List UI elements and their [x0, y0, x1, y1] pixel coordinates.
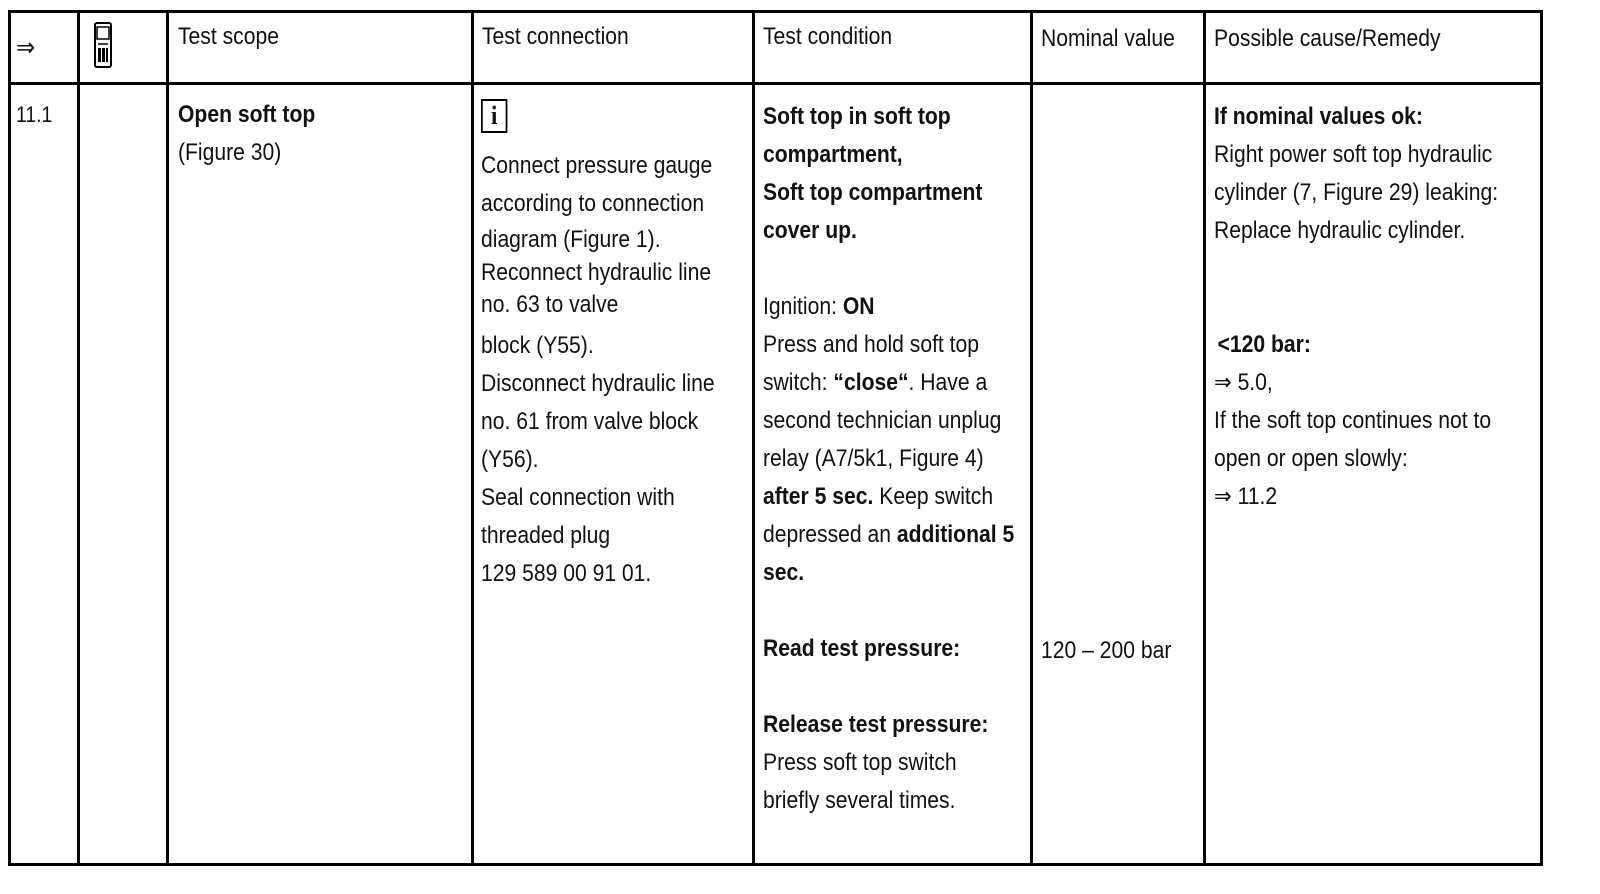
condition-line: second technician unplug — [763, 407, 1002, 434]
scope-title: Open soft top — [178, 101, 316, 128]
nominal-value: 120 – 200 bar — [1041, 637, 1172, 664]
condition-line: cover up. — [763, 217, 857, 244]
connection-line: Disconnect hydraulic line — [481, 370, 715, 397]
col-divider-4 — [752, 10, 755, 866]
cause-line: If nominal values ok: — [1214, 103, 1423, 130]
header-test-connection: Test connection — [482, 23, 629, 50]
header-test-condition: Test condition — [763, 23, 893, 50]
cause-line: ⇒ 5.0, — [1214, 369, 1273, 396]
ignition-line: Ignition: ON — [763, 293, 875, 320]
connection-line: 129 589 00 91 01. — [481, 560, 652, 587]
test-condition-cell — [763, 98, 1014, 820]
test-connection-cell — [481, 98, 715, 593]
left-border — [8, 10, 11, 866]
scope-figure-ref: (Figure 30) — [178, 139, 282, 166]
cause-line: Right power soft top hydraulic — [1214, 141, 1493, 168]
info-icon: i — [481, 99, 507, 133]
cause-line: Replace hydraulic cylinder. — [1214, 217, 1466, 244]
test-scope-cell — [178, 96, 315, 172]
connection-line: (Y56). — [481, 446, 539, 473]
header-nominal-value: Nominal value — [1041, 25, 1175, 52]
cause-line: If the soft top continues not to — [1214, 407, 1492, 434]
read-pressure-label: Read test pressure: — [763, 635, 961, 662]
release-pressure-label: Release test pressure: — [763, 711, 989, 738]
right-border — [1540, 10, 1543, 866]
connection-line: threaded plug — [481, 522, 611, 549]
condition-line: switch: “close“. Have a — [763, 369, 988, 396]
col-divider-2 — [166, 10, 169, 866]
header-arrow: ⇒ — [16, 32, 36, 62]
connection-line: Connect pressure gauge — [481, 152, 713, 179]
col-divider-3 — [471, 10, 474, 866]
condition-line: Press and hold soft top — [763, 331, 980, 358]
top-border — [8, 10, 1543, 13]
bottom-border — [8, 863, 1543, 866]
step-number: 11.1 — [16, 102, 53, 127]
col-divider-5 — [1030, 10, 1033, 866]
cause-line: cylinder (7, Figure 29) leaking: — [1214, 179, 1499, 206]
col-divider-1 — [77, 10, 80, 866]
connection-line: no. 63 to valve — [481, 291, 619, 318]
condition-line: Soft top compartment — [763, 179, 983, 206]
cause-line: ⇒ 11.2 — [1214, 483, 1278, 510]
connection-line: block (Y55). — [481, 332, 594, 359]
header-divider — [8, 82, 1543, 85]
condition-line: relay (A7/5k1, Figure 4) — [763, 445, 984, 472]
connection-line: Seal connection with — [481, 484, 675, 511]
connection-line: Reconnect hydraulic line — [481, 259, 712, 286]
condition-line: Soft top in soft top — [763, 103, 951, 130]
condition-line: sec. — [763, 559, 805, 586]
connection-line: according to connection — [481, 190, 705, 217]
condition-line: after 5 sec. Keep switch — [763, 483, 994, 510]
connection-line: no. 61 from valve block — [481, 408, 699, 435]
condition-line: compartment, — [763, 141, 903, 168]
condition-line: briefly several times. — [763, 787, 956, 814]
possible-cause-cell — [1214, 98, 1498, 516]
connection-line: diagram (Figure 1). — [481, 226, 661, 253]
cause-line: open or open slowly: — [1214, 445, 1408, 472]
header-test-scope: Test scope — [178, 23, 279, 50]
condition-line: depressed an additional 5 — [763, 521, 1015, 548]
low-pressure-title: <120 bar: — [1217, 331, 1311, 358]
col-divider-6 — [1203, 10, 1206, 866]
tester-icon — [94, 22, 112, 68]
header-possible-cause: Possible cause/Remedy — [1214, 25, 1441, 52]
condition-line: Press soft top switch — [763, 749, 957, 776]
